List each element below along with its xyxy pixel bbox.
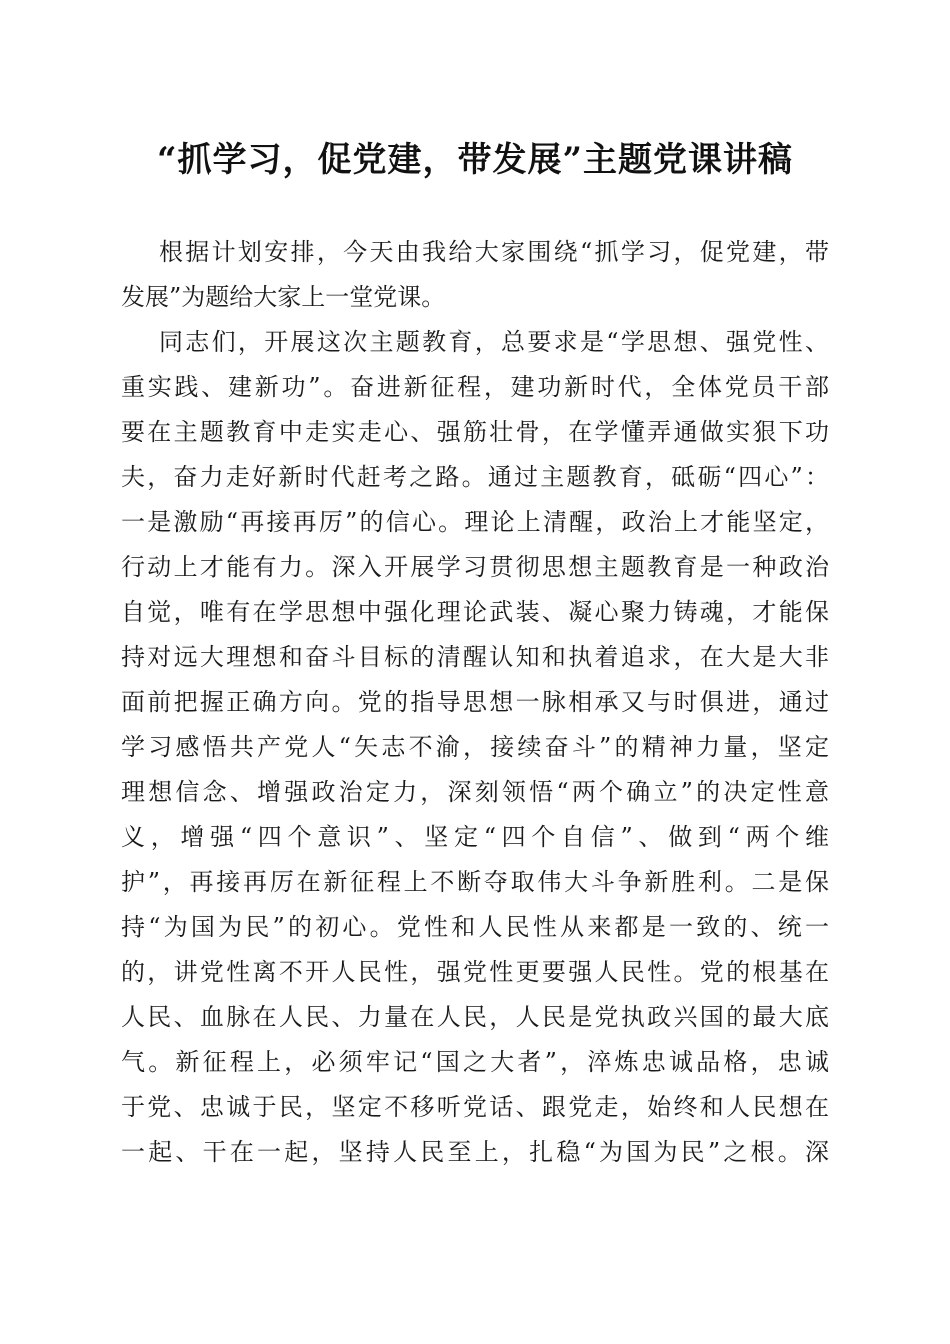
paragraph-2-line-19: 一起、干在一起，坚持人民至上，扎稳“为国为民”之根。深: [121, 1138, 829, 1166]
paragraph-1-line-1: 根据计划安排，今天由我给大家围绕“抓学习，促党建，带: [159, 238, 829, 266]
document-title: “抓学习，促党建，带发展”主题党课讲稿: [156, 140, 794, 180]
paragraph-2-line-16: 人民、血脉在人民、力量在人民，人民是党执政兴国的最大底: [121, 1003, 829, 1031]
paragraph-2-line-9: 面前把握正确方向。党的指导思想一脉相承又与时俱进，通过: [121, 688, 829, 716]
paragraph-2-line-8: 持对远大理想和奋斗目标的清醒认知和执着追求，在大是大非: [121, 643, 829, 671]
paragraph-2-line-15: 的，讲党性离不开人民性，强党性更要强人民性。党的根基在: [121, 958, 829, 986]
paragraph-2-line-1: 同志们，开展这次主题教育，总要求是“学思想、强党性、: [159, 328, 829, 356]
paragraph-2-line-18: 于党、忠诚于民，坚定不移听党话、跟党走，始终和人民想在: [121, 1093, 829, 1121]
paragraph-2-line-14: 持“为国为民”的初心。党性和人民性从来都是一致的、统一: [121, 913, 829, 941]
paragraph-2-line-11: 理想信念、增强政治定力，深刻领悟“两个确立”的决定性意: [121, 778, 829, 806]
paragraph-1-line-2: 发展”为题给大家上一堂党课。: [121, 283, 446, 311]
paragraph-2-line-13: 护”，再接再厉在新征程上不断夺取伟大斗争新胜利。二是保: [121, 868, 829, 896]
paragraph-2-line-17: 气。新征程上，必须牢记“国之大者”，淬炼忠诚品格，忠诚: [121, 1048, 829, 1076]
paragraph-2-line-7: 自觉，唯有在学思想中强化理论武装、凝心聚力铸魂，才能保: [121, 598, 829, 626]
paragraph-2-line-3: 要在主题教育中走实走心、强筋壮骨，在学懂弄通做实狠下功: [121, 418, 829, 446]
paragraph-2-line-6: 行动上才能有力。深入开展学习贯彻思想主题教育是一种政治: [121, 553, 829, 581]
paragraph-2-line-2: 重实践、建新功”。奋进新征程，建功新时代，全体党员干部: [121, 373, 829, 401]
paragraph-2-line-5: 一是激励“再接再厉”的信心。理论上清醒，政治上才能坚定，: [121, 508, 829, 536]
paragraph-2-line-4: 夫，奋力走好新时代赶考之路。通过主题教育，砥砺“四心”：: [121, 463, 829, 491]
document-body: [121, 230, 829, 1175]
paragraph-2-line-10: 学习感悟共产党人“矢志不渝，接续奋斗”的精神力量，坚定: [121, 733, 829, 761]
paragraph-2-line-12: 义，增强“四个意识”、坚定“四个自信”、做到“两个维: [121, 823, 829, 851]
